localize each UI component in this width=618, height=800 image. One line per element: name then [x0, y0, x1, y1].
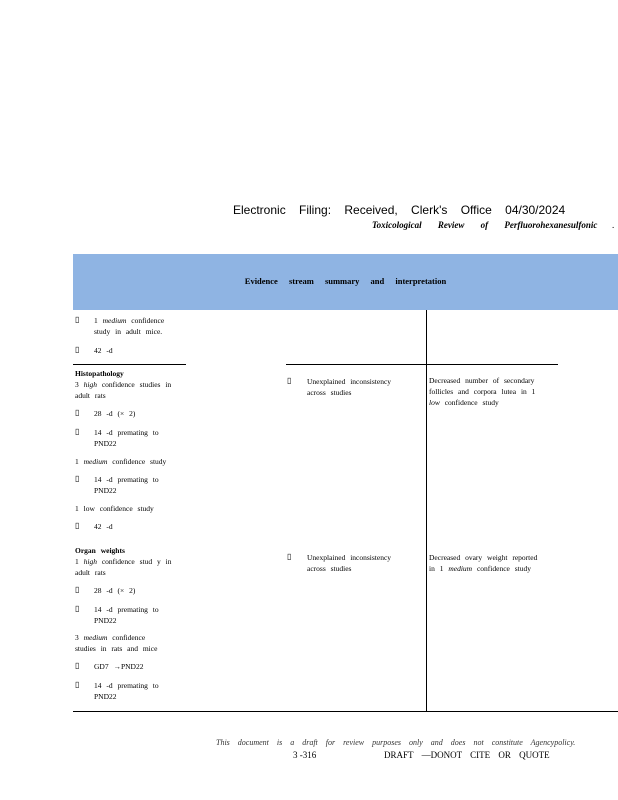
organ-weights-species: adult rats — [75, 568, 106, 577]
result-line: low confidence study — [429, 398, 499, 407]
square-bullet-icon: ▯ — [75, 521, 80, 530]
duration-item: 28 -d (× 2) — [94, 586, 136, 595]
square-bullet-icon: ▯ — [287, 376, 292, 385]
duration-item-cont: PND22 — [94, 439, 117, 448]
table-title: Evidence stream summary and interpretation — [244, 276, 447, 286]
organ-weights-count-line: 1 high confidence stud y in — [75, 557, 172, 566]
duration-item: GD7 →PND22 — [94, 662, 144, 671]
table-bottom-rule — [73, 711, 618, 712]
square-bullet-icon: ▯ — [75, 315, 80, 324]
column-divider — [426, 310, 427, 711]
square-bullet-icon: ▯ — [287, 552, 292, 561]
row-divider-left — [73, 364, 186, 365]
study-description: study in adult mice. — [94, 327, 163, 336]
duration-item: 42 -d — [94, 346, 113, 355]
result-line: follicles and corpora lutea in 1 — [429, 387, 536, 396]
running-head: Toxicological Review of Perfluorohexanesulfonic — [372, 220, 598, 230]
inconsistency-note: Unexplained inconsistency — [307, 553, 392, 562]
inconsistency-note: Unexplained inconsistency — [307, 377, 392, 386]
duration-item: 14 -d premating to — [94, 428, 159, 437]
duration-item: 42 -d — [94, 522, 113, 531]
result-line: Decreased number of secondary — [429, 376, 535, 385]
square-bullet-icon: ▯ — [75, 604, 80, 613]
running-head-tail: . — [612, 220, 615, 230]
square-bullet-icon: ▯ — [75, 585, 80, 594]
study-count-line: 1 medium confidence — [94, 316, 165, 325]
medium-study-species: studies in rats and mice — [75, 644, 158, 653]
histopathology-species: adult rats — [75, 391, 106, 400]
square-bullet-icon: ▯ — [75, 345, 80, 354]
result-line: Decreased ovary weight reported — [429, 553, 538, 562]
duration-item: 28 -d (× 2) — [94, 409, 136, 418]
low-study-line: 1 low confidence study — [75, 504, 154, 513]
histopathology-heading: Histopathology — [75, 369, 124, 378]
draft-notice: DRAFT —DONOT CITE OR QUOTE — [384, 750, 550, 760]
square-bullet-icon: ▯ — [75, 474, 80, 483]
duration-item: 14 -d premating to — [94, 605, 159, 614]
histopathology-count-line: 3 high confidence studies in — [75, 380, 172, 389]
duration-item: 14 -d premating to — [94, 475, 159, 484]
medium-study-line: 1 medium confidence study — [75, 457, 167, 466]
organ-weights-heading: Organ weights — [75, 546, 125, 555]
square-bullet-icon: ▯ — [75, 661, 80, 670]
inconsistency-note-cont: across studies — [307, 388, 352, 397]
duration-item-cont: PND22 — [94, 692, 117, 701]
square-bullet-icon: ▯ — [75, 408, 80, 417]
draft-disclaimer: This document is a draft for review purposes only and does not constitute Agencypolicy. — [216, 738, 576, 747]
square-bullet-icon: ▯ — [75, 427, 80, 436]
duration-item-cont: PND22 — [94, 486, 117, 495]
result-line: in 1 medium confidence study — [429, 564, 531, 573]
row-divider-right — [286, 364, 558, 365]
square-bullet-icon: ▯ — [75, 680, 80, 689]
medium-study-line: 3 medium confidence — [75, 633, 146, 642]
duration-item: 14 -d premating to — [94, 681, 159, 690]
page-number: 3 -316 — [293, 750, 317, 760]
filing-stamp: Electronic Filing: Received, Clerk's Office 04/30/2024 — [233, 203, 566, 217]
inconsistency-note-cont: across studies — [307, 564, 352, 573]
duration-item-cont: PND22 — [94, 616, 117, 625]
